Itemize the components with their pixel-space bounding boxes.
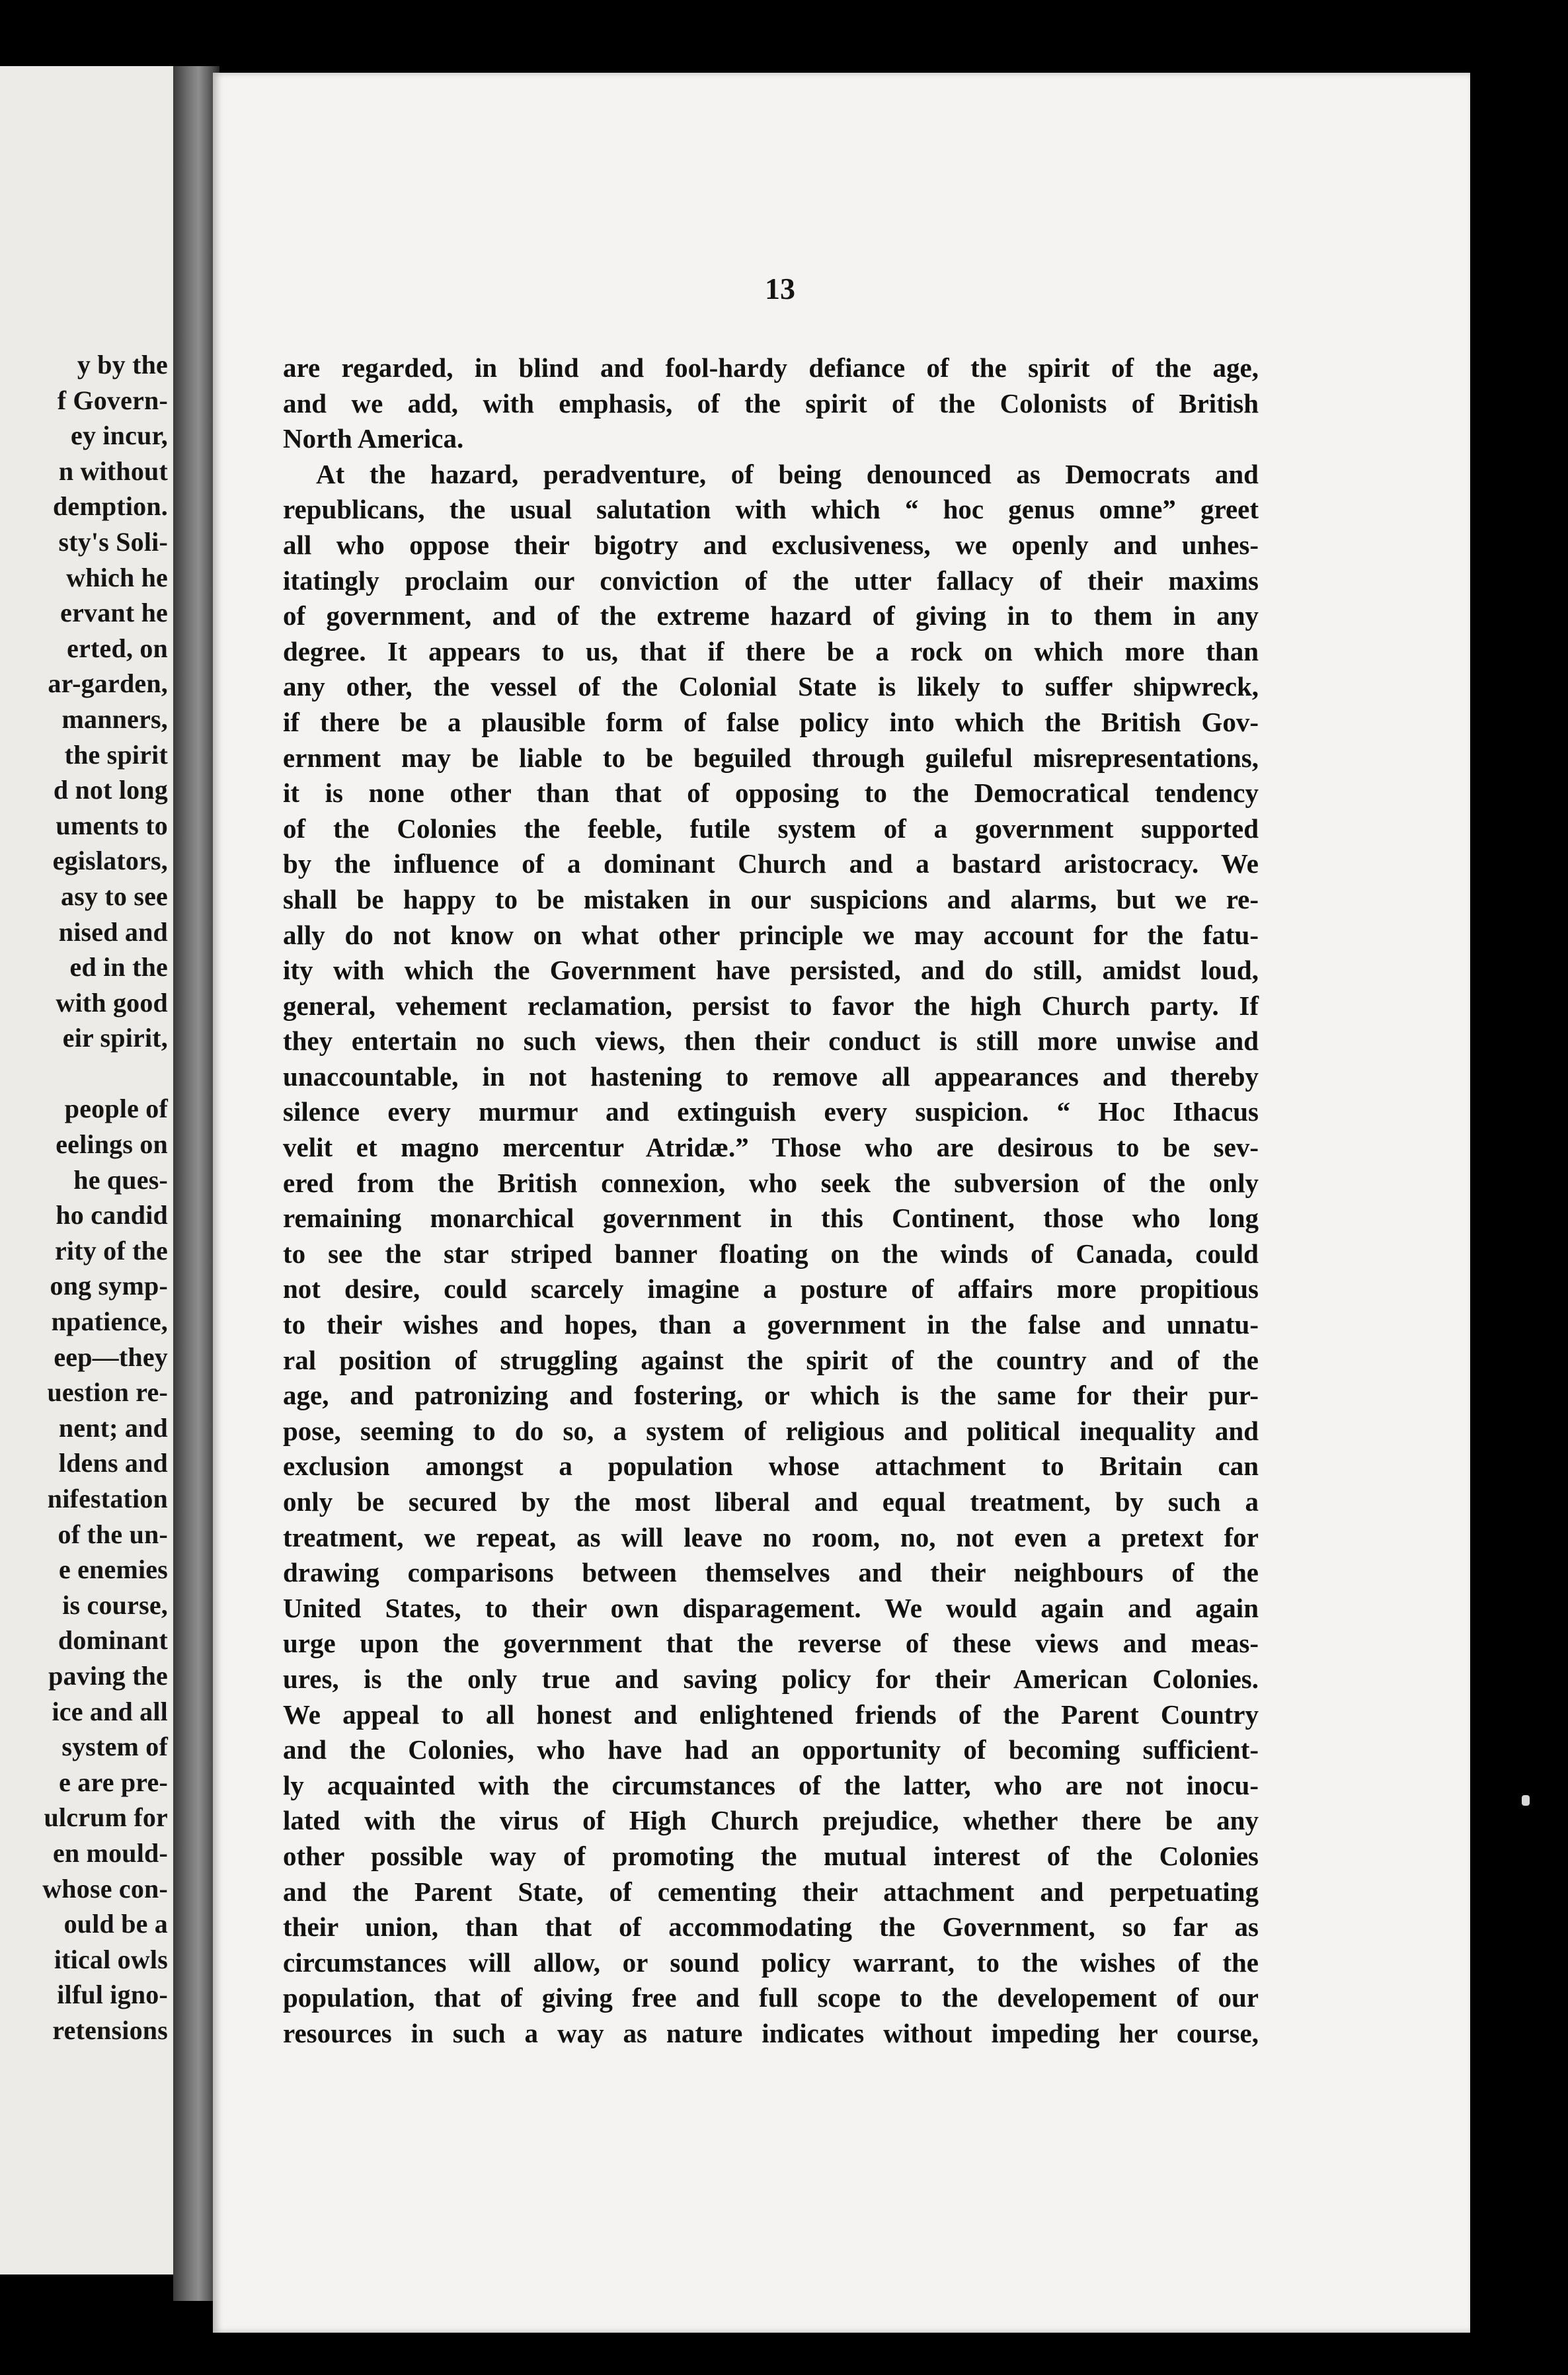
text-line: velit et magno mercentur Atridæ.” Those who are desirous to be sev- xyxy=(283,1132,1259,1163)
left-page-line: ldens and xyxy=(58,1448,168,1478)
page-number: 13 xyxy=(765,272,795,305)
text-line: unaccountable, in not hastening to remove all appearances and thereby xyxy=(283,1061,1259,1092)
left-page xyxy=(0,66,173,2274)
left-page-line: y by the xyxy=(77,350,168,380)
left-page-line: npatience, xyxy=(51,1307,168,1337)
text-line: general, vehement reclamation, persist to favor the high Church party. If xyxy=(283,990,1259,1021)
text-line: by the influence of a dominant Church and a bastard aristocracy. We xyxy=(283,848,1259,879)
left-page-line: ulcrum for xyxy=(44,1802,168,1833)
text-line: and the Colonies, who have had an opportunity of becoming sufficient- xyxy=(283,1734,1259,1765)
left-page-text xyxy=(0,347,168,2048)
left-page-line: egislators, xyxy=(52,846,168,876)
left-page-line: eir spirit, xyxy=(62,1023,168,1053)
text-line: shall be happy to be mistaken in our suspicions and alarms, but we re- xyxy=(283,883,1259,914)
left-page-line: of the un- xyxy=(58,1519,168,1549)
text-line: if there be a plausible form of false policy into which the British Gov- xyxy=(283,706,1259,737)
left-page-line: n without xyxy=(58,456,168,486)
text-line: exclusion amongst a population whose attachment to Britain can xyxy=(283,1451,1259,1482)
left-page-line: sty's Soli- xyxy=(58,526,168,557)
text-line: ered from the British connexion, who seek the subversion of the only xyxy=(283,1167,1259,1198)
left-page-line: ho candid xyxy=(56,1200,168,1230)
text-line: only be secured by the most liberal and equal treatment, by such a xyxy=(283,1486,1259,1517)
text-line: of government, and of the extreme hazard of giving in to them in any xyxy=(283,600,1259,631)
text-line: North America. xyxy=(283,423,464,454)
left-page-line: ice and all xyxy=(52,1696,168,1726)
text-line: We appeal to all honest and enlightened friends of the Parent Country xyxy=(283,1699,1259,1730)
text-line: silence every murmur and extinguish every suspicion. “ Hoc Ithacus xyxy=(283,1096,1259,1127)
left-page-line: manners, xyxy=(61,704,168,734)
text-line: itatingly proclaim our conviction of the utter fallacy of their maxims xyxy=(283,565,1259,596)
left-page-line: erted, on xyxy=(67,633,168,663)
left-page-line: ar-garden, xyxy=(48,668,168,699)
text-line: and we add, with emphasis, of the spirit of the Colonists of British xyxy=(283,387,1259,419)
text-line: are regarded, in blind and fool-hardy defiance of the spirit of the age, xyxy=(283,352,1259,383)
text-line: all who oppose their bigotry and exclusiveness, we openly and unhes- xyxy=(283,529,1259,560)
text-line: pose, seeming to do so, a system of religious and political inequality and xyxy=(283,1415,1259,1446)
left-page-line: ould be a xyxy=(63,1909,168,1939)
left-page-line: e are pre- xyxy=(59,1767,168,1797)
text-line: to see the star striped banner floating on the winds of Canada, could xyxy=(283,1238,1259,1269)
left-page-line: system of xyxy=(61,1732,168,1762)
text-line: At the hazard, peradventure, of being denounced as Democrats and xyxy=(316,458,1259,489)
left-page-line: itical owls xyxy=(54,1944,168,1974)
text-line: they entertain no such views, then their conduct is still more unwise and xyxy=(283,1026,1259,1057)
left-page-line: nised and xyxy=(58,916,168,947)
left-page-line: retensions xyxy=(52,2015,168,2045)
text-line: not desire, could scarcely imagine a posture of affairs more propitious xyxy=(283,1273,1259,1305)
text-line: circumstances will allow, or sound policy warrant, to the wishes of the xyxy=(283,1947,1259,1978)
left-page-line: dominant xyxy=(58,1625,168,1656)
left-page-line: the spirit xyxy=(64,739,168,770)
text-line: ity with which the Government have persisted, and do still, amidst loud, xyxy=(283,955,1259,986)
left-page-line: with good xyxy=(56,987,168,1018)
left-page-line: ey incur, xyxy=(71,421,168,451)
left-page-line: en mould- xyxy=(52,1837,168,1868)
left-page-line: ilful igno- xyxy=(57,1980,168,2010)
text-line: to their wishes and hopes, than a government in the false and unnatu- xyxy=(283,1309,1259,1340)
left-page-line: d not long xyxy=(53,775,168,805)
text-line: it is none other than that of opposing to the Democratical tendency xyxy=(283,778,1259,809)
text-line: their union, than that of accommodating the Government, so far as xyxy=(283,1912,1259,1943)
text-line: and the Parent State, of cementing their attachment and perpetuating xyxy=(283,1876,1259,1907)
left-page-line: eep—they xyxy=(54,1342,168,1372)
text-line: of the Colonies the feeble, futile system of a government supported xyxy=(283,813,1259,844)
text-line: resources in such a way as nature indicates without impeding her course, xyxy=(283,2017,1259,2048)
text-line: lated with the virus of High Church prejudice, whether there be any xyxy=(283,1805,1259,1836)
left-page-line: is course, xyxy=(62,1590,168,1620)
text-line: remaining monarchical government in this Continent, those who long xyxy=(283,1203,1259,1234)
left-page-line: paving the xyxy=(48,1660,168,1691)
text-line: ral position of struggling against the spirit of the country and of the xyxy=(283,1344,1259,1375)
left-page-line: asy to see xyxy=(61,881,168,911)
left-page-line: which he xyxy=(66,562,168,592)
text-line: age, and patronizing and fostering, or which is the same for their pur- xyxy=(283,1380,1259,1411)
left-page-line: ed in the xyxy=(69,952,168,983)
left-page-line: nent; and xyxy=(58,1412,168,1443)
body-text xyxy=(283,350,1259,2052)
text-line: ures, is the only true and saving policy for their American Colonies. xyxy=(283,1663,1259,1694)
left-page-line: eelings on xyxy=(56,1129,168,1160)
left-page-line: whose con- xyxy=(42,1873,168,1904)
left-page-line: nifestation xyxy=(47,1484,168,1513)
text-line: republicans, the usual salutation with which “ hoc genus omne” greet xyxy=(283,494,1259,525)
left-page-line: uestion re- xyxy=(47,1377,168,1408)
left-page-line: ervant he xyxy=(60,598,168,628)
left-page-line: rity of the xyxy=(54,1235,168,1266)
text-line: drawing comparisons between themselves and their neighbours of the xyxy=(283,1557,1259,1588)
page-edge-mark xyxy=(1522,1795,1530,1806)
text-line: population, that of giving free and full scope to the developement of our xyxy=(283,1982,1259,2013)
left-page-line: ong symp- xyxy=(50,1271,168,1301)
text-line: ly acquainted with the circumstances of the latter, who are not inocu- xyxy=(283,1769,1259,1800)
text-line: treatment, we repeat, as will leave no room, no, not even a pretext for xyxy=(283,1521,1259,1552)
text-line: other possible way of promoting the mutual interest of the Colonies xyxy=(283,1840,1259,1871)
left-page-line: demption. xyxy=(52,491,168,522)
text-line: ernment may be liable to be beguiled through guileful misrepresentations, xyxy=(283,742,1259,773)
left-page-line: people of xyxy=(64,1094,168,1124)
text-line: any other, the vessel of the Colonial State is likely to suffer shipwreck, xyxy=(283,671,1259,702)
left-page-line: f Govern- xyxy=(57,385,168,415)
left-page-line: he ques- xyxy=(73,1164,168,1195)
left-page-line: uments to xyxy=(56,810,168,840)
text-line: degree. It appears to us, that if there be a rock on which more than xyxy=(283,635,1259,666)
left-page-line: e enemies xyxy=(58,1554,168,1585)
text-line: United States, to their own disparagement. We would again and again xyxy=(283,1592,1259,1623)
left-page-line xyxy=(0,1056,168,1092)
text-line: ally do not know on what other principle we may account for the fatu- xyxy=(283,919,1259,950)
text-line: urge upon the government that the reverse of these views and meas- xyxy=(283,1628,1259,1659)
